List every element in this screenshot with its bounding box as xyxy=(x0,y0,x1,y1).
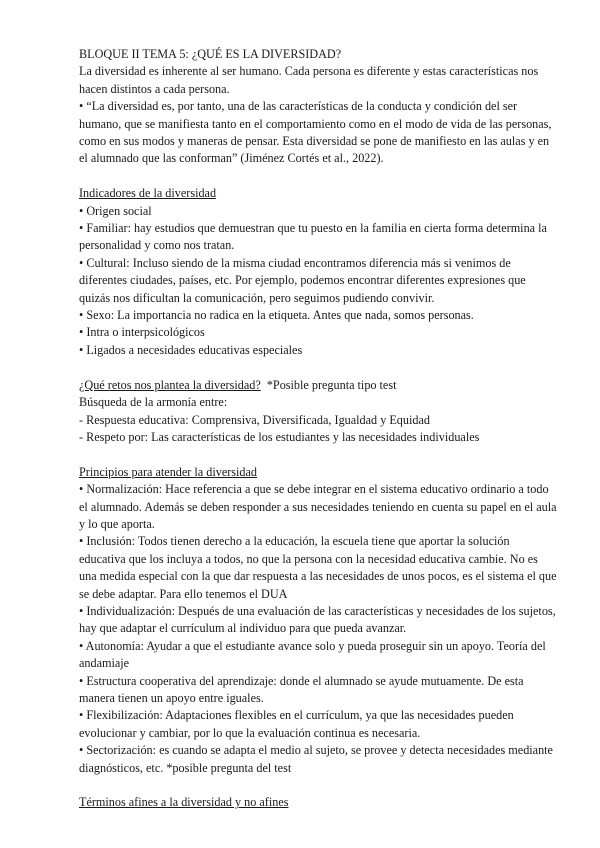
document-page xyxy=(79,46,557,812)
principios-item: • Individualización: Después de una evaluación de las características y necesidades de los sujetos, hay que adaptar el currículum al individuo para que pueda avanzar. xyxy=(79,603,556,636)
retos-heading-line xyxy=(79,377,557,394)
indicadores-item: • Cultural: Incluso siendo de la misma ciudad encontramos diferencia más si venimos de diferentes ciudades, países, etc. Por ejemplo, podemos encontrar diferentes expresiones que quizás nos dificultan la comunicación, pero seguimos pudiendo convivir. xyxy=(79,255,526,305)
indicadores-heading: Indicadores de la diversidad xyxy=(79,186,217,201)
principios-heading: Principios para atender la diversidad xyxy=(79,464,258,479)
retos-note: *Posible pregunta tipo test xyxy=(260,377,397,392)
retos-line: Búsqueda de la armonía entre: xyxy=(79,395,228,410)
principios-item: • Estructura cooperativa del aprendizaje: donde el alumnado se ayude mutuamente. De esta manera tienen un apoyo entre iguales. xyxy=(79,673,524,705)
indicadores-item: • Origen social xyxy=(79,203,152,218)
indicadores-item: • Intra o interpsicológicos xyxy=(79,325,205,340)
indicadores-item: • Ligados a necesidades educativas especiales xyxy=(79,342,303,357)
indicadores-item: • Sexo: La importancia no radica en la etiqueta. Antes que nada, somos personas. xyxy=(79,308,474,323)
principios-item: • Inclusión: Todos tienen derecho a la educación, la escuela tiene que aportar la solución educativa que los incluya a todos, no que la persona con la necesidad educativa cambie. No es una medida especial con la que dar respuesta a las necesidades de unos pocos, es el sistema el que se debe adaptar. Para ello tenemos el DUA xyxy=(79,534,557,601)
principios-item: • Flexibilización: Adaptaciones flexibles en el currículum, ya que las necesidades pueden evolucionar y cambiar, por lo que la evaluación continua es necesaria. xyxy=(79,708,514,740)
document-title: BLOQUE II TEMA 5: ¿QUÉ ES LA DIVERSIDAD? xyxy=(79,47,342,61)
retos-heading: ¿Qué retos nos plantea la diversidad? xyxy=(79,377,261,392)
principios-item: • Autonomía: Ayudar a que el estudiante avance solo y pueda proseguir sin un apoyo. Teoría del andamiaje xyxy=(79,638,546,671)
intro-paragraph: La diversidad es inherente al ser humano. Cada persona es diferente y estas características nos hacen distintos a cada persona. xyxy=(79,64,539,96)
terminos-heading: Términos afines a la diversidad y no afines xyxy=(79,795,289,810)
indicadores-item: • Familiar: hay estudios que demuestran que tu puesto en la familia en cierta forma determina la personalidad y como nos tratan. xyxy=(79,221,547,253)
quote-paragraph: • “La diversidad es, por tanto, una de las características de la conducta y condición del ser humano, que se manifiesta tanto en el comportamiento como en el modo de vida de las personas, como en sus modos y maneras de pensar. Esta diversidad se pone de manifiesto en las aulas y en el alumnado que las conforman” (Jiménez Cortés et al., 2022). xyxy=(79,99,552,166)
principios-item: • Sectorización: es cuando se adapta el medio al sujeto, se provee y detecta necesidades mediante diagnósticos, etc. *posible pregunta del test xyxy=(79,743,553,775)
principios-item: • Normalización: Hace referencia a que se debe integrar en el sistema educativo ordinario a todo el alumnado. Además se deben responder a sus necesidades teniendo en cuenta su papel en el aula y lo que aporta. xyxy=(79,482,557,531)
retos-line: - Respeto por: Las características de los estudiantes y las necesidades individuales xyxy=(79,429,480,444)
retos-line: - Respuesta educativa: Comprensiva, Diversificada, Igualdad y Equidad xyxy=(79,412,430,427)
